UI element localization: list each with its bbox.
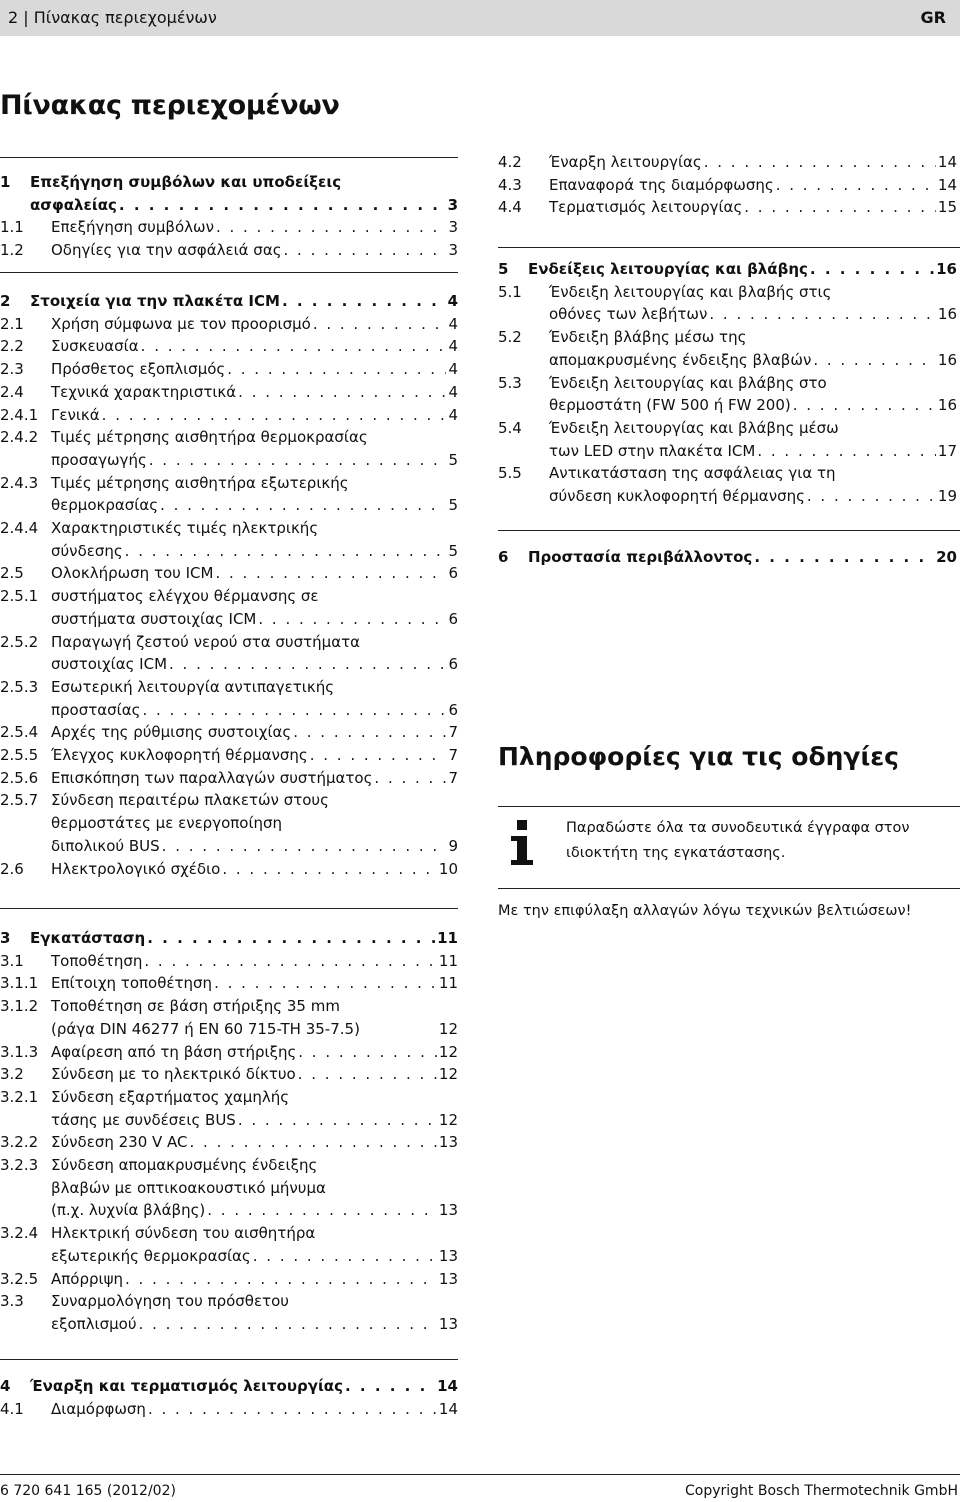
toc-entry-title: Ένδειξη λειτουργίας και βλάβης μέσω bbox=[549, 418, 839, 437]
toc-page-number: 4 bbox=[448, 337, 458, 356]
toc-entry[interactable] bbox=[498, 485, 957, 508]
toc-page-number: 4 bbox=[448, 360, 458, 379]
toc-page-number: 13 bbox=[438, 1246, 458, 1265]
toc-section-6 bbox=[498, 546, 957, 569]
toc-entry-number: 3.1.1 bbox=[0, 974, 39, 993]
toc-leader-dots bbox=[282, 290, 446, 313]
toc-entry-number: 5.5 bbox=[498, 464, 522, 483]
toc-entry-title: Ένδειξη λειτουργίας και βλαβής στις bbox=[549, 282, 832, 301]
toc-chapter-entry[interactable] bbox=[0, 290, 458, 313]
toc-entry-title: βλαβών με οπτικοακουστικό μήνυμα bbox=[51, 1178, 326, 1197]
toc-entry-title: συστοιχίας ICM bbox=[51, 655, 168, 674]
toc-entry-number: 2.4 bbox=[0, 382, 24, 401]
toc-leader-dots bbox=[139, 1313, 437, 1336]
toc-leader-dots bbox=[141, 335, 447, 358]
toc-chapter-entry[interactable] bbox=[0, 1375, 458, 1398]
toc-page-number: 20 bbox=[936, 548, 957, 566]
toc-entry-number: 3.1 bbox=[0, 951, 24, 970]
divider bbox=[0, 157, 458, 158]
toc-entry-number: 3.2.5 bbox=[0, 1269, 39, 1288]
toc-page-number: 4 bbox=[447, 292, 458, 310]
toc-entry-title: Αφαίρεση από τη βάση στήριξης bbox=[51, 1042, 297, 1061]
toc-entry-number: 3.2.4 bbox=[0, 1224, 39, 1243]
toc-section-1 bbox=[0, 171, 458, 262]
toc-page-number: 6 bbox=[448, 609, 458, 628]
toc-leader-dots bbox=[813, 349, 936, 372]
toc-entry-number: 2.5 bbox=[0, 564, 24, 583]
toc-entry-number: 3.2.1 bbox=[0, 1087, 39, 1106]
toc-page-number: 11 bbox=[437, 929, 458, 947]
toc-chapter-entry[interactable] bbox=[0, 171, 458, 194]
toc-entry[interactable] bbox=[0, 608, 458, 631]
toc-entry-title: Σύνδεση 230 V AC bbox=[51, 1133, 188, 1152]
toc-entry[interactable] bbox=[0, 1154, 458, 1177]
toc-page-number: 11 bbox=[438, 951, 458, 970]
toc-page-number: 13 bbox=[438, 1314, 458, 1333]
toc-entry[interactable] bbox=[0, 381, 458, 404]
toc-entry-number: 2 bbox=[0, 292, 11, 310]
info-icon bbox=[498, 814, 546, 870]
toc-entry[interactable] bbox=[498, 174, 957, 197]
toc-page-number: 7 bbox=[448, 746, 458, 765]
toc-entry[interactable] bbox=[498, 196, 957, 219]
toc-entry[interactable] bbox=[0, 676, 458, 699]
toc-entry-title: Ένδειξη λειτουργίας και βλάβης στο bbox=[549, 373, 827, 392]
toc-page-number: 16 bbox=[937, 350, 957, 369]
toc-leader-dots bbox=[345, 1375, 435, 1398]
toc-page-number: 5 bbox=[448, 541, 458, 560]
toc-leader-dots bbox=[125, 540, 447, 563]
toc-page-number: 3 bbox=[448, 218, 458, 237]
toc-page-number: 4 bbox=[448, 405, 458, 424]
copyright: Copyright Bosch Thermotechnik GmbH bbox=[685, 1483, 958, 1499]
toc-entry[interactable] bbox=[498, 462, 957, 485]
toc-entry-number: 1.1 bbox=[0, 218, 24, 237]
toc-entry-number: 2.1 bbox=[0, 314, 24, 333]
toc-entry-number: 2.5.7 bbox=[0, 791, 39, 810]
toc-leader-dots bbox=[190, 1131, 437, 1154]
toc-entry[interactable] bbox=[0, 335, 458, 358]
toc-entry-title: Έναρξη και τερματισμός λειτουργίας bbox=[30, 1377, 343, 1395]
toc-leader-dots bbox=[298, 1041, 437, 1064]
toc-page-number: 14 bbox=[437, 1377, 458, 1395]
toc-entry[interactable] bbox=[0, 562, 458, 585]
toc-page-number: 16 bbox=[937, 305, 957, 324]
toc-entry[interactable] bbox=[0, 1041, 458, 1064]
toc-entry-title: Τιμές μέτρησης αισθητήρα θερμοκρασίας bbox=[51, 428, 368, 447]
toc-page-number: 6 bbox=[448, 655, 458, 674]
toc-entry-number: 3.1.3 bbox=[0, 1042, 39, 1061]
divider bbox=[498, 247, 960, 248]
toc-entry-number: 3.3 bbox=[0, 1292, 24, 1311]
toc-entry-number: 2.2 bbox=[0, 337, 24, 356]
toc-section-4 bbox=[0, 1375, 458, 1420]
toc-entry-number: 2.6 bbox=[0, 859, 24, 878]
toc-entry-title: Επισκόπηση των παραλλαγών συστήματος bbox=[51, 768, 373, 787]
toc-leader-dots bbox=[102, 404, 447, 427]
toc-page-number: 19 bbox=[937, 487, 957, 506]
toc-leader-dots bbox=[148, 1398, 437, 1421]
toc-entry[interactable] bbox=[0, 1199, 458, 1222]
toc-page-number: 5 bbox=[448, 496, 458, 515]
info-bottom-rule bbox=[498, 888, 960, 889]
toc-entry-number: 3.2.3 bbox=[0, 1156, 39, 1175]
toc-leader-dots bbox=[744, 196, 936, 219]
toc-leader-dots bbox=[214, 972, 437, 995]
toc-entry-title: τάσης με συνδέσεις BUS bbox=[51, 1110, 236, 1129]
toc-entry[interactable] bbox=[0, 216, 458, 239]
toc-leader-dots bbox=[293, 721, 446, 744]
toc-entry[interactable] bbox=[0, 540, 458, 563]
toc-entry-number: 4 bbox=[0, 1377, 11, 1395]
toc-leader-dots bbox=[374, 767, 446, 790]
toc-leader-dots bbox=[149, 449, 447, 472]
document-number: 6 720 641 165 (2012/02) bbox=[0, 1483, 176, 1499]
toc-page-number: 6 bbox=[448, 564, 458, 583]
toc-entry-title: Επαναφορά της διαμόρφωσης bbox=[549, 175, 774, 194]
toc-entry-title: Αρχές της ρύθμισης συστοιχίας bbox=[51, 723, 292, 742]
toc-entry-title: οθόνες των λεβήτων bbox=[549, 305, 708, 324]
toc-entry-number: 4.3 bbox=[498, 175, 522, 194]
toc-entry-number: 5.2 bbox=[498, 328, 522, 347]
toc-entry-title: των LED στην πλακέτα ICM bbox=[549, 441, 756, 460]
toc-entry-title: Σύνδεση με το ηλεκτρικό δίκτυο bbox=[51, 1065, 296, 1084]
toc-entry[interactable] bbox=[0, 1018, 458, 1041]
toc-entry[interactable] bbox=[0, 1245, 458, 1268]
toc-entry-title: Στοιχεία για την πλακέτα ICM bbox=[30, 292, 280, 310]
toc-leader-dots bbox=[776, 174, 936, 197]
toc-leader-dots bbox=[160, 494, 446, 517]
toc-entry-title: εξοπλισμού bbox=[51, 1314, 137, 1333]
toc-page-number: 12 bbox=[438, 1110, 458, 1129]
toc-entry-title: Ηλεκτρική σύνδεση του αισθητήρα bbox=[51, 1224, 316, 1243]
toc-entry-number: 2.5.3 bbox=[0, 677, 39, 696]
toc-entry-number: 5.4 bbox=[498, 418, 522, 437]
toc-entry[interactable] bbox=[0, 1222, 458, 1245]
toc-entry-number: 3.1.2 bbox=[0, 997, 39, 1016]
toc-page-number: 7 bbox=[448, 723, 458, 742]
toc-entry[interactable] bbox=[0, 239, 458, 262]
toc-entry[interactable] bbox=[0, 1313, 458, 1336]
toc-entry-number: 5.1 bbox=[498, 282, 522, 301]
toc-entry[interactable] bbox=[0, 1177, 458, 1200]
toc-entry-title: Παραγωγή ζεστού νερού στα συστήματα bbox=[51, 632, 361, 651]
header-bar bbox=[0, 0, 960, 36]
toc-entry-title: Τεχνικά χαρακτηριστικά bbox=[51, 382, 237, 401]
toc-leader-dots bbox=[807, 485, 936, 508]
toc-entry[interactable] bbox=[498, 417, 957, 440]
toc-entry-title: Συναρμολόγηση του πρόσθετου bbox=[51, 1292, 289, 1311]
toc-leader-dots bbox=[313, 313, 447, 336]
toc-page-number: 15 bbox=[937, 198, 957, 217]
toc-entry-title: Χρήση σύμφωνα με τον προορισμό bbox=[51, 314, 311, 333]
toc-page-number: 5 bbox=[448, 450, 458, 469]
toc-page-number: 6 bbox=[448, 700, 458, 719]
toc-entry[interactable] bbox=[0, 631, 458, 654]
toc-page-number: 7 bbox=[448, 768, 458, 787]
page-title: Πίνακας περιεχομένων bbox=[0, 90, 340, 121]
toc-entry-number: 5.3 bbox=[498, 373, 522, 392]
toc-leader-dots bbox=[793, 394, 936, 417]
toc-entry-title: Προστασία περιβάλλοντος bbox=[528, 548, 753, 566]
info-title: Πληροφορίες για τις οδηγίες bbox=[498, 742, 899, 771]
toc-page-number: 13 bbox=[438, 1269, 458, 1288]
toc-leader-dots bbox=[215, 562, 446, 585]
toc-entry-title: Σύνδεση περαιτέρω πλακετών στους bbox=[51, 791, 329, 810]
toc-page-number: 9 bbox=[448, 836, 458, 855]
toc-entry-title: Εσωτερική λειτουργία αντιπαγετικής bbox=[51, 677, 335, 696]
toc-entry-number: 6 bbox=[498, 548, 509, 566]
toc-entry[interactable] bbox=[0, 1268, 458, 1291]
toc-entry-title: Ολοκλήρωση του ICM bbox=[51, 564, 214, 583]
toc-page-number: 12 bbox=[438, 1019, 458, 1038]
toc-page-number: 3 bbox=[448, 241, 458, 260]
toc-entry-title: Συσκευασία bbox=[51, 337, 139, 356]
toc-leader-dots bbox=[284, 239, 447, 262]
toc-leader-dots bbox=[258, 608, 446, 631]
toc-entry-number: 1 bbox=[0, 173, 11, 191]
toc-entry[interactable] bbox=[0, 1131, 458, 1154]
toc-entry-title: Τοποθέτηση bbox=[51, 951, 143, 970]
toc-leader-dots bbox=[709, 303, 936, 326]
toc-page-number: 11 bbox=[438, 974, 458, 993]
toc-entry-title: Γενικά bbox=[51, 405, 100, 424]
toc-entry[interactable] bbox=[498, 440, 957, 463]
toc-entry[interactable] bbox=[0, 1290, 458, 1313]
toc-entry[interactable] bbox=[0, 767, 458, 790]
toc-leader-dots bbox=[754, 546, 934, 569]
toc-entry-title: εξωτερικής θερμοκρασίας bbox=[51, 1246, 251, 1265]
toc-entry[interactable] bbox=[498, 372, 957, 395]
toc-entry-title: Τερματισμός λειτουργίας bbox=[549, 198, 743, 217]
toc-entry[interactable] bbox=[0, 426, 458, 449]
toc-leader-dots bbox=[216, 216, 447, 239]
toc-entry[interactable] bbox=[498, 151, 957, 174]
toc-entry-number: 2.4.3 bbox=[0, 473, 39, 492]
toc-entry-number: 2.5.4 bbox=[0, 723, 39, 742]
info-text: Παραδώστε όλα τα συνοδευτικά έγγραφα στον ιδιοκτήτη της εγκατάστασης. bbox=[566, 820, 910, 861]
toc-leader-dots bbox=[125, 1268, 437, 1291]
toc-entry-title: θερμοκρασίας bbox=[51, 496, 159, 515]
toc-entry-title: διπολικού BUS bbox=[51, 836, 160, 855]
toc-leader-dots bbox=[144, 950, 437, 973]
toc-page-number: 3 bbox=[447, 195, 458, 214]
toc-entry[interactable] bbox=[498, 349, 957, 372]
toc-entry[interactable] bbox=[0, 789, 458, 812]
toc-entry[interactable] bbox=[0, 995, 458, 1018]
toc-entry-title: θερμοστάτη (FW 500 ή FW 200) bbox=[549, 396, 791, 415]
toc-entry-title: Οδηγίες για την ασφάλειά σας bbox=[51, 241, 282, 260]
toc-entry[interactable] bbox=[498, 281, 957, 304]
toc-entry-title: (ράγα DIN 46277 ή EN 60 715-TH 35-7.5) bbox=[51, 1019, 360, 1038]
toc-leader-dots bbox=[238, 1109, 437, 1132]
toc-entry-number: 2.5.2 bbox=[0, 632, 39, 651]
toc-entry-title: Αντικατάσταση της ασφάλειας για τη bbox=[549, 464, 836, 483]
toc-entry-number: 4.2 bbox=[498, 153, 522, 171]
toc-entry[interactable] bbox=[0, 494, 458, 517]
divider bbox=[498, 530, 960, 531]
toc-section-5 bbox=[498, 258, 957, 508]
toc-entry[interactable] bbox=[0, 972, 458, 995]
toc-entry[interactable] bbox=[0, 858, 458, 881]
toc-entry[interactable] bbox=[498, 394, 957, 417]
toc-entry-number: 2.5.1 bbox=[0, 587, 39, 606]
toc-entry-title: Επίτοιχη τοποθέτηση bbox=[51, 974, 213, 993]
toc-chapter-entry[interactable] bbox=[0, 194, 458, 217]
toc-entry-title: Χαρακτηριστικές τιμές ηλεκτρικής bbox=[51, 519, 319, 538]
toc-entry[interactable] bbox=[0, 835, 458, 858]
footer-divider bbox=[0, 1474, 960, 1475]
toc-page-number: 14 bbox=[438, 1399, 458, 1418]
toc-entry-number: 4.4 bbox=[498, 198, 522, 217]
toc-entry-title: σύνδεση κυκλοφορητή θέρμανσης bbox=[549, 487, 805, 506]
toc-entry-title: προσαγωγής bbox=[51, 450, 147, 469]
toc-entry-title: απομακρυσμένης ένδειξης βλαβών bbox=[549, 350, 812, 369]
toc-entry[interactable] bbox=[0, 1063, 458, 1086]
toc-entry-title: Ενδείξεις λειτουργίας και βλάβης bbox=[528, 260, 808, 278]
toc-entry-title: Επεξήγηση συμβόλων bbox=[51, 218, 214, 237]
toc-entry-title: Έναρξη λειτουργίας bbox=[549, 153, 702, 171]
toc-chapter-entry[interactable] bbox=[0, 927, 458, 950]
toc-entry[interactable] bbox=[0, 517, 458, 540]
toc-leader-dots bbox=[227, 358, 446, 381]
divider bbox=[0, 272, 458, 273]
toc-entry-title: Τιμές μέτρησης αισθητήρα εξωτερικής bbox=[51, 473, 349, 492]
toc-entry-title: προστασίας bbox=[51, 700, 141, 719]
toc-entry-title: Πρόσθετος εξοπλισμός bbox=[51, 360, 226, 379]
toc-leader-dots bbox=[238, 381, 446, 404]
toc-entry[interactable] bbox=[498, 326, 957, 349]
divider bbox=[0, 1359, 458, 1360]
toc-entry-title: Σύνδεση εξαρτήματος χαμηλής bbox=[51, 1087, 290, 1106]
toc-entry[interactable] bbox=[0, 653, 458, 676]
toc-page-number: 4 bbox=[448, 314, 458, 333]
toc-page-number: 13 bbox=[438, 1133, 458, 1152]
toc-entry-title: συστήματος ελέγχου θέρμανσης σε bbox=[51, 587, 319, 606]
toc-entry[interactable] bbox=[0, 313, 458, 336]
toc-entry-number: 3.2.2 bbox=[0, 1133, 39, 1152]
toc-entry[interactable] bbox=[0, 699, 458, 722]
toc-entry-number: 2.3 bbox=[0, 360, 24, 379]
toc-leader-dots bbox=[704, 151, 936, 174]
toc-section-3 bbox=[0, 927, 458, 1336]
toc-leader-dots bbox=[298, 1063, 437, 1086]
toc-entry-title: σύνδεσης bbox=[51, 541, 123, 560]
info-top-rule bbox=[498, 806, 960, 807]
toc-entry[interactable] bbox=[0, 404, 458, 427]
toc-entry[interactable] bbox=[0, 472, 458, 495]
toc-leader-dots bbox=[222, 858, 437, 881]
toc-page-number: 14 bbox=[937, 175, 957, 194]
toc-entry-title: Επεξήγηση συμβόλων και υποδείξεις bbox=[30, 173, 342, 191]
toc-entry-title: Εγκατάσταση bbox=[30, 929, 146, 947]
toc-entry-number: 2.4.4 bbox=[0, 519, 39, 538]
toc-entry-number: 3.2 bbox=[0, 1065, 24, 1084]
toc-entry[interactable] bbox=[498, 303, 957, 326]
toc-leader-dots bbox=[310, 744, 447, 767]
toc-leader-dots bbox=[142, 699, 446, 722]
toc-entry-title: Διαμόρφωση bbox=[51, 1399, 146, 1418]
divider bbox=[0, 908, 458, 909]
toc-leader-dots bbox=[253, 1245, 437, 1268]
toc-page-number: 16 bbox=[936, 260, 957, 278]
toc-entry[interactable] bbox=[0, 449, 458, 472]
header-language: GR bbox=[920, 8, 946, 27]
toc-entry-number: 3 bbox=[0, 929, 11, 947]
technical-changes-note: Με την επιφύλαξη αλλαγών λόγω τεχνικών βελτιώσεων! bbox=[498, 903, 912, 919]
toc-entry-title: Έλεγχος κυκλοφορητή θέρμανσης bbox=[51, 746, 308, 765]
toc-page-number: 12 bbox=[438, 1065, 458, 1084]
toc-leader-dots bbox=[757, 440, 936, 463]
toc-entry[interactable] bbox=[0, 585, 458, 608]
toc-leader-dots bbox=[147, 927, 435, 950]
toc-entry-title: Τοποθέτηση σε βάση στήριξης 35 mm bbox=[51, 997, 340, 1016]
toc-chapter-entry[interactable] bbox=[498, 258, 957, 281]
toc-entry[interactable] bbox=[0, 744, 458, 767]
toc-entry-title: συστήματα συστοιχίας ICM bbox=[51, 609, 257, 628]
toc-leader-dots bbox=[810, 258, 934, 281]
toc-chapter-entry[interactable] bbox=[498, 546, 957, 569]
toc-leader-dots bbox=[119, 194, 446, 217]
toc-entry[interactable] bbox=[0, 950, 458, 973]
toc-section-2 bbox=[0, 290, 458, 880]
toc-entry-number: 2.5.5 bbox=[0, 746, 39, 765]
toc-page-number: 12 bbox=[438, 1042, 458, 1061]
toc-page-number: 13 bbox=[438, 1201, 458, 1220]
toc-page-number: 4 bbox=[448, 382, 458, 401]
toc-entry-title: (π.χ. λυχνία βλάβης) bbox=[51, 1201, 206, 1220]
toc-leader-dots bbox=[169, 653, 446, 676]
toc-entry-number: 5 bbox=[498, 260, 509, 278]
toc-entry[interactable] bbox=[0, 812, 458, 835]
toc-leader-dots bbox=[207, 1199, 437, 1222]
header-section-label: 2 | Πίνακας περιεχομένων bbox=[8, 8, 217, 27]
toc-page-number: 16 bbox=[937, 396, 957, 415]
toc-entry-title: θερμοστάτες με ενεργοποίηση bbox=[51, 814, 283, 833]
toc-entry[interactable] bbox=[0, 1086, 458, 1109]
toc-entry-title: ασφαλείας bbox=[30, 195, 117, 214]
toc-entry-title: Ηλεκτρολογικό σχέδιο bbox=[51, 859, 221, 878]
toc-entry-title: Ένδειξη βλάβης μέσω της bbox=[549, 328, 747, 347]
toc-leader-dots bbox=[162, 835, 447, 858]
toc-entry[interactable] bbox=[0, 1109, 458, 1132]
toc-section-4-cont bbox=[498, 151, 957, 219]
toc-entry[interactable] bbox=[0, 721, 458, 744]
toc-page-number: 14 bbox=[937, 153, 957, 171]
toc-entry-number: 4.1 bbox=[0, 1399, 24, 1418]
toc-page-number: 10 bbox=[438, 859, 458, 878]
toc-entry[interactable] bbox=[0, 358, 458, 381]
toc-entry-title: Σύνδεση απομακρυσμένης ένδειξης bbox=[51, 1156, 318, 1175]
toc-entry[interactable] bbox=[0, 1398, 458, 1421]
toc-page-number: 17 bbox=[937, 441, 957, 460]
toc-entry-number: 2.4.2 bbox=[0, 428, 39, 447]
toc-entry-number: 2.4.1 bbox=[0, 405, 39, 424]
toc-entry-title: Απόρριψη bbox=[51, 1269, 123, 1288]
toc-entry-number: 2.5.6 bbox=[0, 768, 39, 787]
toc-entry-number: 1.2 bbox=[0, 241, 24, 260]
